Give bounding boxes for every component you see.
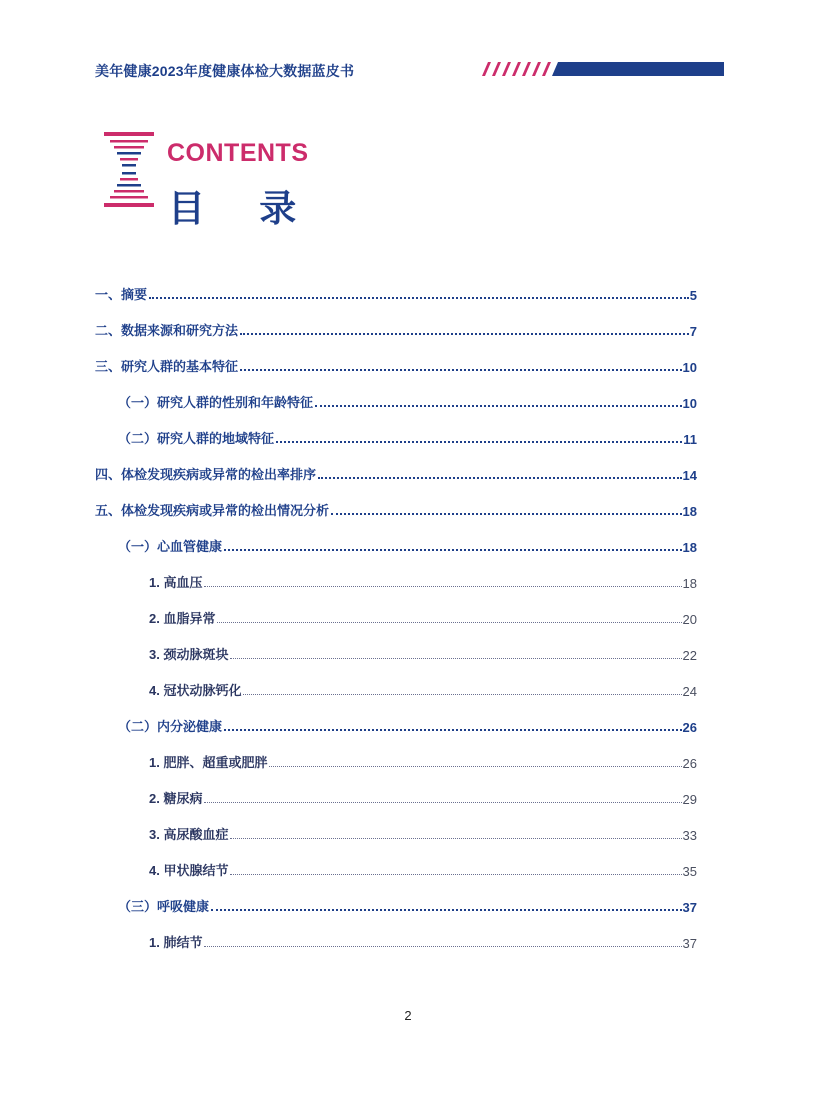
toc-label: 2. 血脂异常 xyxy=(149,611,216,626)
toc-item-gender-age[interactable] xyxy=(118,393,697,411)
header-title: 美年健康2023年度健康体检大数据蓝皮书 xyxy=(95,63,355,79)
toc-page: 26 xyxy=(682,720,697,735)
toc-leader xyxy=(276,441,682,443)
toc-page: 33 xyxy=(682,828,697,843)
toc-item-region[interactable] xyxy=(118,429,697,447)
toc-item-data-sources[interactable] xyxy=(95,321,697,339)
toc-label: 1. 肥胖、超重或肥胖 xyxy=(149,755,268,770)
toc-page: 37 xyxy=(682,900,697,915)
toc-leader xyxy=(204,802,681,803)
toc-page: 37 xyxy=(682,936,697,951)
toc-leader xyxy=(230,874,681,875)
toc-leader xyxy=(240,369,682,371)
toc-page: 18 xyxy=(682,540,697,555)
toc-item-population[interactable] xyxy=(95,357,697,375)
toc-leader xyxy=(243,694,681,695)
toc-page: 18 xyxy=(682,576,697,591)
toc-item-abstract[interactable] xyxy=(95,285,697,303)
toc-label: （一）心血管健康 xyxy=(118,539,223,554)
toc-item-carotid-plaque[interactable] xyxy=(149,645,697,663)
toc-leader xyxy=(315,405,682,407)
toc-label: 2. 糖尿病 xyxy=(149,791,203,806)
toc-item-cardiovascular[interactable] xyxy=(118,537,697,555)
toc-label: （一）研究人群的性别和年龄特征 xyxy=(118,395,314,410)
toc-label: 4. 冠状动脉钙化 xyxy=(149,683,242,698)
toc-label: （二）研究人群的地域特征 xyxy=(118,431,275,446)
toc-label: 四、体检发现疾病或异常的检出率排序 xyxy=(95,467,317,482)
toc-page: 18 xyxy=(682,504,697,519)
toc-item-diabetes[interactable] xyxy=(149,789,697,807)
toc-leader xyxy=(331,513,682,515)
toc-item-thyroid-nodule[interactable] xyxy=(149,861,697,879)
toc-leader xyxy=(230,838,681,839)
contents-heading-zh: 目 录 xyxy=(168,188,319,229)
toc-page: 7 xyxy=(689,324,697,339)
toc-page: 11 xyxy=(683,432,697,447)
toc-label: 1. 肺结节 xyxy=(149,935,203,950)
toc-item-hyperuricemia[interactable] xyxy=(149,825,697,843)
toc-leader xyxy=(269,766,681,767)
toc-label: 3. 颈动脉斑块 xyxy=(149,647,229,662)
toc-item-coronary-calcification[interactable] xyxy=(149,681,697,699)
toc-label: 五、体检发现疾病或异常的检出情况分析 xyxy=(95,503,330,518)
toc-label: 3. 高尿酸血症 xyxy=(149,827,229,842)
toc-page: 20 xyxy=(682,612,697,627)
toc-label: （三）呼吸健康 xyxy=(118,899,210,914)
toc-page: 5 xyxy=(689,288,697,303)
header-stripe-bar xyxy=(478,61,724,77)
toc-leader xyxy=(204,586,681,587)
toc-leader xyxy=(224,729,682,731)
toc-item-endocrine[interactable] xyxy=(118,717,697,735)
toc-page: 26 xyxy=(682,756,697,771)
toc-page: 29 xyxy=(682,792,697,807)
toc-label: 二、数据来源和研究方法 xyxy=(95,323,239,338)
toc-label: 一、摘要 xyxy=(95,287,148,302)
toc-item-respiratory[interactable] xyxy=(118,897,697,915)
contents-logo-icon xyxy=(104,132,156,216)
toc-page: 35 xyxy=(682,864,697,879)
toc-leader xyxy=(224,549,682,551)
toc-leader xyxy=(204,946,681,947)
toc-page: 14 xyxy=(682,468,697,483)
toc-item-detection-ranking[interactable] xyxy=(95,465,697,483)
page-number: 2 xyxy=(404,1008,412,1023)
toc-page: 22 xyxy=(682,648,697,663)
toc-page: 24 xyxy=(682,684,697,699)
toc-label: （二）内分泌健康 xyxy=(118,719,223,734)
toc-label: 三、研究人群的基本特征 xyxy=(95,359,239,374)
toc-item-obesity[interactable] xyxy=(149,753,697,771)
toc-label: 4. 甲状腺结节 xyxy=(149,863,229,878)
toc-page: 10 xyxy=(682,396,697,411)
toc-leader xyxy=(318,477,682,479)
toc-leader xyxy=(211,909,682,911)
contents-heading-en: CONTENTS xyxy=(167,139,309,167)
toc-leader xyxy=(149,297,689,299)
toc-label: 1. 高血压 xyxy=(149,575,203,590)
toc-leader xyxy=(217,622,681,623)
toc-leader xyxy=(230,658,681,659)
toc-item-lung-nodule[interactable] xyxy=(149,933,697,951)
toc-page: 10 xyxy=(682,360,697,375)
toc-leader xyxy=(240,333,689,335)
toc-item-detection-analysis[interactable] xyxy=(95,501,697,519)
toc-item-dyslipidemia[interactable] xyxy=(149,609,697,627)
toc-item-hypertension[interactable] xyxy=(149,573,697,591)
